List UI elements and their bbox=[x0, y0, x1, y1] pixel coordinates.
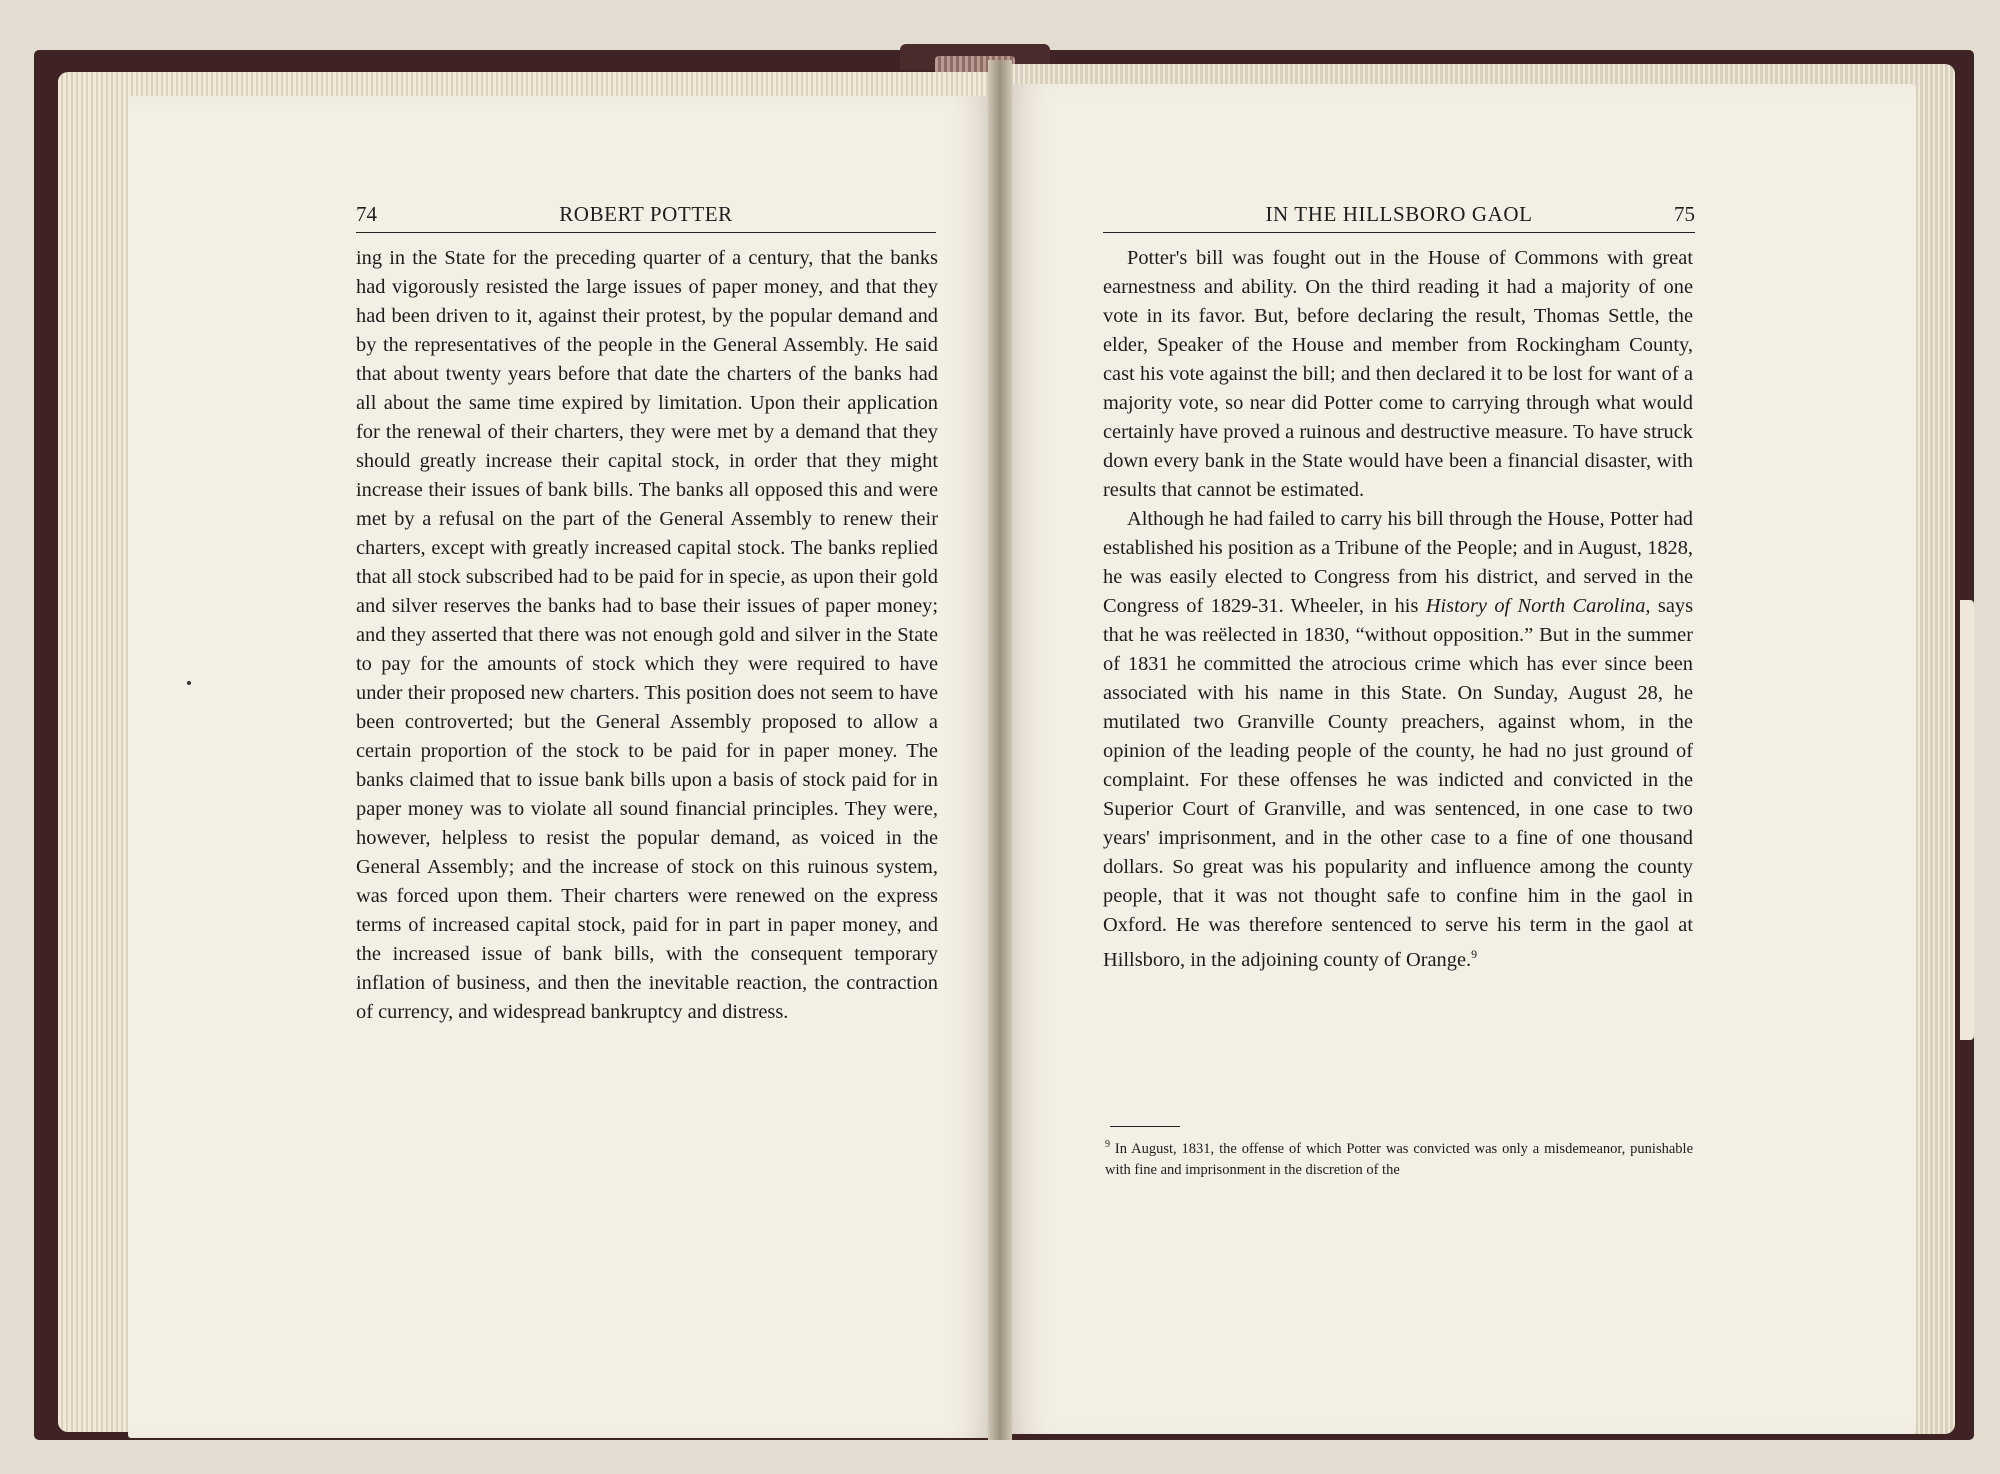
footnote-marker: 9 bbox=[1105, 1139, 1110, 1150]
torn-page-edge bbox=[1960, 600, 1974, 1040]
right-page-title: IN THE HILLSBORO GAOL bbox=[1265, 202, 1533, 226]
right-running-head bbox=[1103, 202, 1695, 233]
left-page-body bbox=[356, 244, 938, 1027]
book-gutter bbox=[988, 60, 1012, 1440]
footnote-rule bbox=[1110, 1126, 1180, 1127]
left-running-head bbox=[356, 202, 936, 233]
left-page-number: 74 bbox=[356, 202, 377, 226]
footnote-text: In August, 1831, the offense of which Potter was convicted was only a misdemeanor, punishable with fine and imprisonment in the discretion of the bbox=[1105, 1140, 1694, 1178]
paragraph-2-text-a: Although he had failed to carry his bill through the House, Potter had established his position as a Tribune of the People; and in August, 1828, he was easily elected to Congress from his district, and served in the Congress of 1829-31. Wheeler, in his bbox=[1103, 508, 1693, 617]
right-page-number: 75 bbox=[1674, 202, 1695, 226]
right-page-body bbox=[1103, 244, 1693, 975]
book-title-italic: History of North Carolina, bbox=[1425, 595, 1651, 617]
left-page-title: ROBERT POTTER bbox=[559, 202, 733, 226]
paragraph-2-text-b: says that he was reëlected in 1830, “without opposition.” But in the summer of 1831 he committed the atrocious crime which has ever since been associated with his name in this State. On Sunday, August 28, he mutilated two Granville County preachers, against whom, in the opinion of the leading people of the county, he had no just ground of complaint. For these offenses he was indicted and convicted in the Superior Court of Granville, and was sentenced, in one case to two years' imprisonment, and in the other case to a fine of one thousand dollars. So great was his popularity and influence among the county people, that it was not thought safe to confine him in the gaol in Oxford. He was therefore sentenced to serve his term in the gaol at Hillsboro, in the adjoining county of Orange. bbox=[1103, 595, 1694, 971]
footnote-reference: 9 bbox=[1471, 947, 1478, 961]
footnote bbox=[1105, 1134, 1693, 1181]
right-paragraph-2 bbox=[1103, 505, 1693, 975]
ink-speck bbox=[187, 681, 191, 685]
right-paragraph-1: Potter's bill was fought out in the House of Commons with great earnestness and ability. On the third reading it had a majority of one vote in its favor. But, before declaring the result, Thomas Settle, the elder, Speaker of the House and member from Rockingham County, cast his vote against the bill; and then declared it to be lost for want of a majority vote, so near did Potter come to carrying through what would certainly have proved a ruinous and destructive measure. To have struck down every bank in the State would have been a financial disaster, with results that cannot be estimated. bbox=[1103, 247, 1693, 501]
left-paragraph: ing in the State for the preceding quarter of a century, that the banks had vigorously resisted the large issues of paper money, and that they had been driven to it, against their protest, by the popular demand and by the representatives of the people in the General Assembly. He said that about twenty years before that date the charters of the banks had all about the same time expired by limitation. Upon their application for the renewal of their charters, they were met by a demand that they should greatly increase their capital stock, in order that they might increase their issues of bank bills. The banks all opposed this and were met by a refusal on the part of the General Assembly to renew their charters, except with greatly increased capital stock. The banks replied that all stock subscribed had to be paid for in specie, as upon their gold and silver reserves the banks had to base their issues of paper money; and they asserted that there was not enough gold and silver in the State to pay for the amounts of stock which they were required to have under their proposed new charters. This position does not seem to have been controverted; but the General Assembly proposed to allow a certain proportion of the stock to be paid for in paper money. The banks claimed that to issue bank bills upon a basis of stock paid for in paper money was to violate all sound financial principles. They were, however, helpless to resist the popular demand, as voiced in the General Assembly; and the increase of stock on this ruinous system, was forced upon them. Their charters were renewed on the express terms of increased capital stock, paid for in part in paper money, and the increased issue of bank bills, with the consequent temporary inflation of business, and then the inevitable reaction, the contraction of currency, and widespread bankruptcy and distress. bbox=[356, 247, 938, 1023]
